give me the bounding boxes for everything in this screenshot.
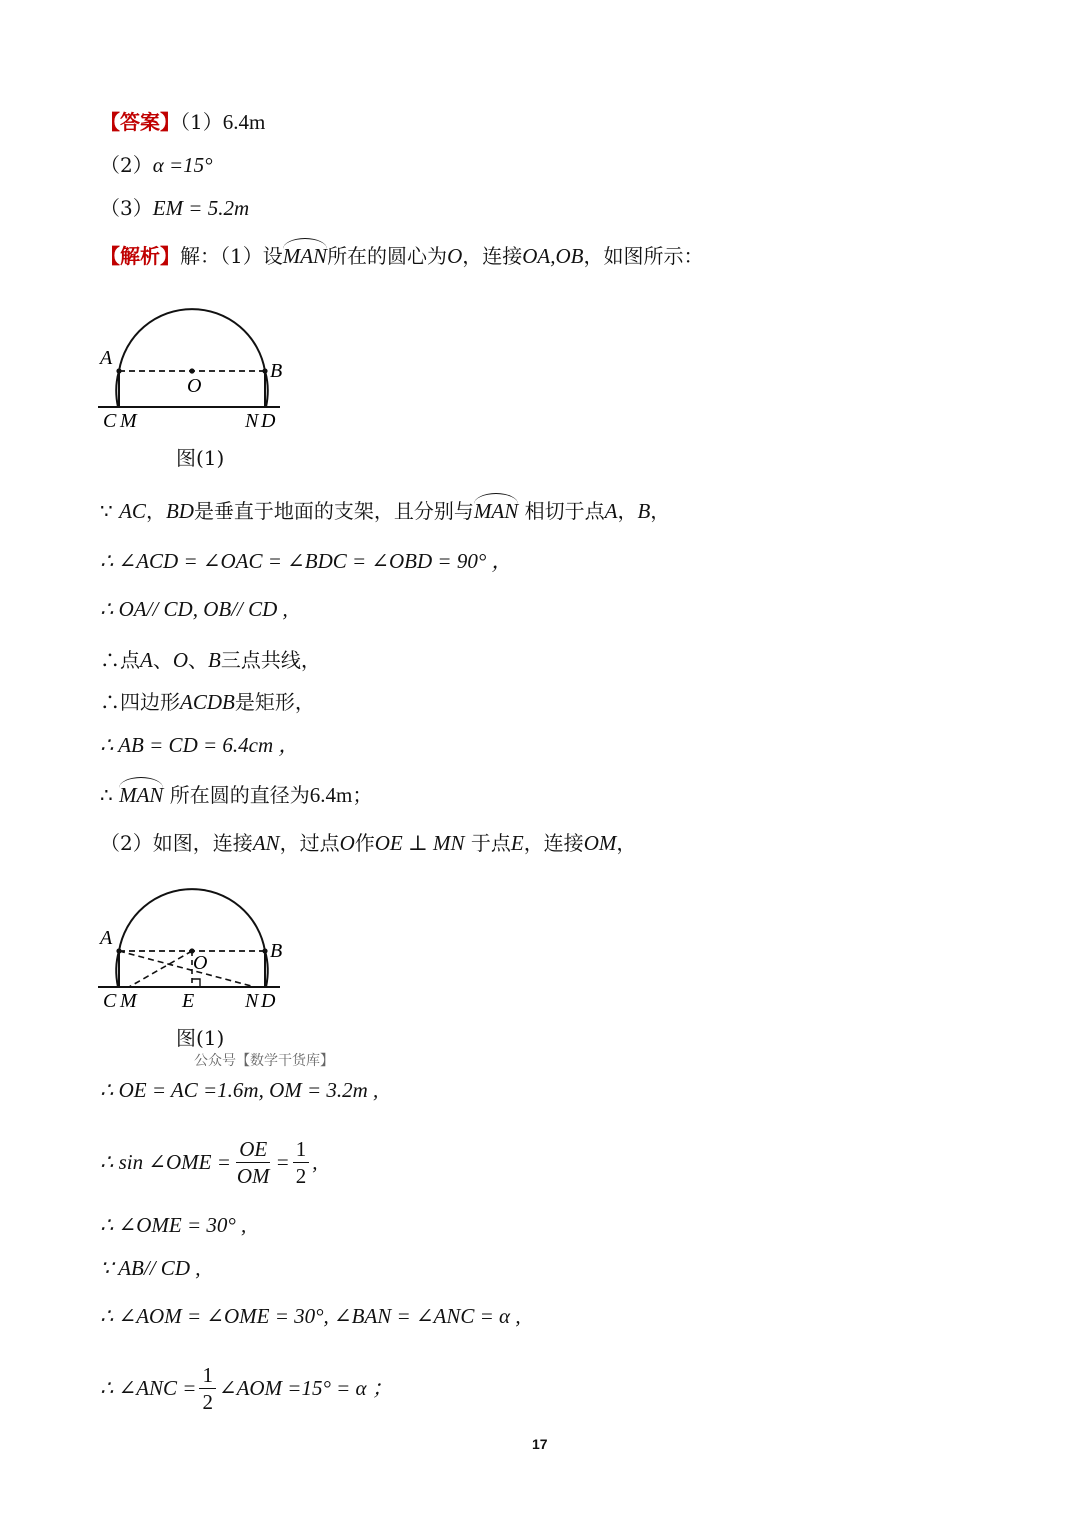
fig1-label-a: A xyxy=(100,347,113,369)
analysis-tag: 【解析】 xyxy=(100,244,180,268)
step-1-text-b: 相切于点 xyxy=(524,499,605,523)
answer-3-expr: EM = 5.2m xyxy=(152,196,250,220)
figure-1-caption: 图(1) xyxy=(176,446,225,470)
angle-anc: ∴ ∠ANC = xyxy=(100,1376,197,1400)
step-3: ∴ OA// CD, OB// CD , xyxy=(100,597,288,621)
step-9 xyxy=(100,1132,317,1192)
step-4 xyxy=(100,646,321,674)
point-a: A xyxy=(604,499,618,523)
because-symbol: ∵ xyxy=(100,499,113,523)
fraction-half xyxy=(199,1362,216,1415)
seg-an: AN xyxy=(252,831,280,855)
point-o: O xyxy=(172,648,188,672)
numerator: 1 xyxy=(293,1136,310,1163)
separator: 、 xyxy=(152,648,173,672)
step-4-text: ∴点 xyxy=(100,648,140,672)
seg-bd: BD xyxy=(165,499,194,523)
answer-1-label: （1） xyxy=(180,110,223,134)
step-8: ∴ OE = AC =1.6m, OM = 3.2m , xyxy=(100,1078,379,1102)
answer-2-label: （2） xyxy=(100,153,153,177)
fig2-label-n: N xyxy=(245,990,259,1012)
part-2-text: （2）如图，连接 xyxy=(100,831,253,855)
point-a: A xyxy=(140,648,153,672)
analysis-intro-a: 解：（1）设 xyxy=(180,244,283,268)
arc-man: MAN xyxy=(282,244,328,268)
semicolon: ； xyxy=(352,783,373,807)
fraction-half xyxy=(293,1136,310,1189)
point-o: O xyxy=(339,831,355,855)
analysis-intro xyxy=(100,242,703,270)
fig2-label-e: E xyxy=(182,990,195,1012)
segments: OA,OB xyxy=(522,244,584,268)
arc-man: MAN xyxy=(119,783,164,807)
fig2-label-a: A xyxy=(100,927,113,949)
part-2-text-e: ，连接 xyxy=(523,831,584,855)
step-6: ∴ AB = CD = 6.4cm ， xyxy=(100,733,300,757)
step-2: ∴ ∠ACD = ∠OAC = ∠BDC = ∠OBD = 90° ， xyxy=(100,549,513,573)
point-e: E xyxy=(510,831,524,855)
answer-line-1 xyxy=(100,108,265,136)
fig1-label-o: O xyxy=(187,375,202,397)
analysis-intro-c: ，连接 xyxy=(462,244,523,268)
perp-expr: OE ⊥ MN xyxy=(374,831,465,855)
step-1-text: 是垂直于地面的支架，且分别与 xyxy=(193,499,474,523)
watermark: 公众号【数学干货库】 xyxy=(194,1053,334,1069)
seg-ac: AC xyxy=(119,499,146,523)
denominator: 2 xyxy=(202,1389,213,1414)
comma: ， xyxy=(616,831,637,855)
part-2-intro xyxy=(100,829,636,857)
answer-3-label: （3） xyxy=(100,196,153,220)
step-11: ∵ AB// CD , xyxy=(100,1256,201,1280)
angle-aom-result: ∠AOM =15° = α ； xyxy=(218,1376,393,1400)
numerator: 1 xyxy=(199,1362,216,1389)
step-12: ∴ ∠AOM = ∠OME = 30°, ∠BAN = ∠ANC = α , xyxy=(100,1304,521,1328)
step-5-text-b: 是矩形， xyxy=(234,690,315,714)
comma: , xyxy=(312,1150,318,1174)
fig2-label-b: B xyxy=(270,940,283,962)
comma: ， xyxy=(617,499,638,523)
fig2-label-o: O xyxy=(193,952,208,974)
answer-2-expr: α =15° xyxy=(152,153,213,177)
fig2-label-d: D xyxy=(261,990,276,1012)
figure-1-diagram xyxy=(92,290,302,440)
therefore-symbol: ∴ xyxy=(100,783,113,807)
part-2-text-b: ，过点 xyxy=(279,831,340,855)
sin-expr: ∴ sin ∠OME = xyxy=(100,1150,231,1174)
separator: 、 xyxy=(188,648,208,672)
step-10: ∴ ∠OME = 30° , xyxy=(100,1213,247,1237)
part-2-text-d: 于点 xyxy=(470,831,511,855)
figure-2-caption: 图(1) xyxy=(176,1026,225,1050)
analysis-intro-b: 所在的圆心为 xyxy=(327,244,448,268)
fig1-label-m: M xyxy=(120,410,137,432)
answer-tag: 【答案】 xyxy=(100,110,180,134)
denominator: 2 xyxy=(295,1163,307,1188)
arc-man: MAN xyxy=(473,499,519,523)
fig1-label-d: D xyxy=(261,410,276,432)
denominator: OM xyxy=(236,1163,270,1188)
equals: = xyxy=(275,1150,290,1174)
figure-2-diagram xyxy=(92,870,302,1020)
fig1-label-b: B xyxy=(270,360,283,382)
answer-line-3 xyxy=(100,194,249,222)
fig1-label-c: C xyxy=(103,410,117,432)
point-b: B xyxy=(637,499,651,523)
point-b: B xyxy=(208,648,221,672)
quad-acdb: ACDB xyxy=(180,690,235,714)
fig1-label-n: N xyxy=(245,410,259,432)
numerator: OE xyxy=(236,1136,270,1163)
step-5 xyxy=(100,688,315,716)
seg-om: OM xyxy=(583,831,617,855)
step-13 xyxy=(100,1358,393,1418)
page-number: 17 xyxy=(532,1436,548,1452)
step-1 xyxy=(100,497,670,525)
step-7 xyxy=(100,781,372,809)
fig2-label-m: M xyxy=(120,990,137,1012)
fig2-label-c: C xyxy=(103,990,117,1012)
step-5-text: ∴四边形 xyxy=(100,690,180,714)
fraction-oe-om xyxy=(234,1136,273,1189)
analysis-intro-d: ，如图所示： xyxy=(583,244,704,268)
step-4-text-b: 三点共线， xyxy=(220,648,321,672)
diameter-value: 6.4m xyxy=(309,783,353,807)
answer-1-value: 6.4m xyxy=(222,110,266,134)
step-7-text: 所在圆的直径为 xyxy=(169,783,310,807)
comma: ， xyxy=(145,499,166,523)
answer-line-2 xyxy=(100,151,213,179)
comma: ， xyxy=(650,499,671,523)
center-o: O xyxy=(447,244,463,268)
part-2-text-c: 作 xyxy=(354,831,375,855)
